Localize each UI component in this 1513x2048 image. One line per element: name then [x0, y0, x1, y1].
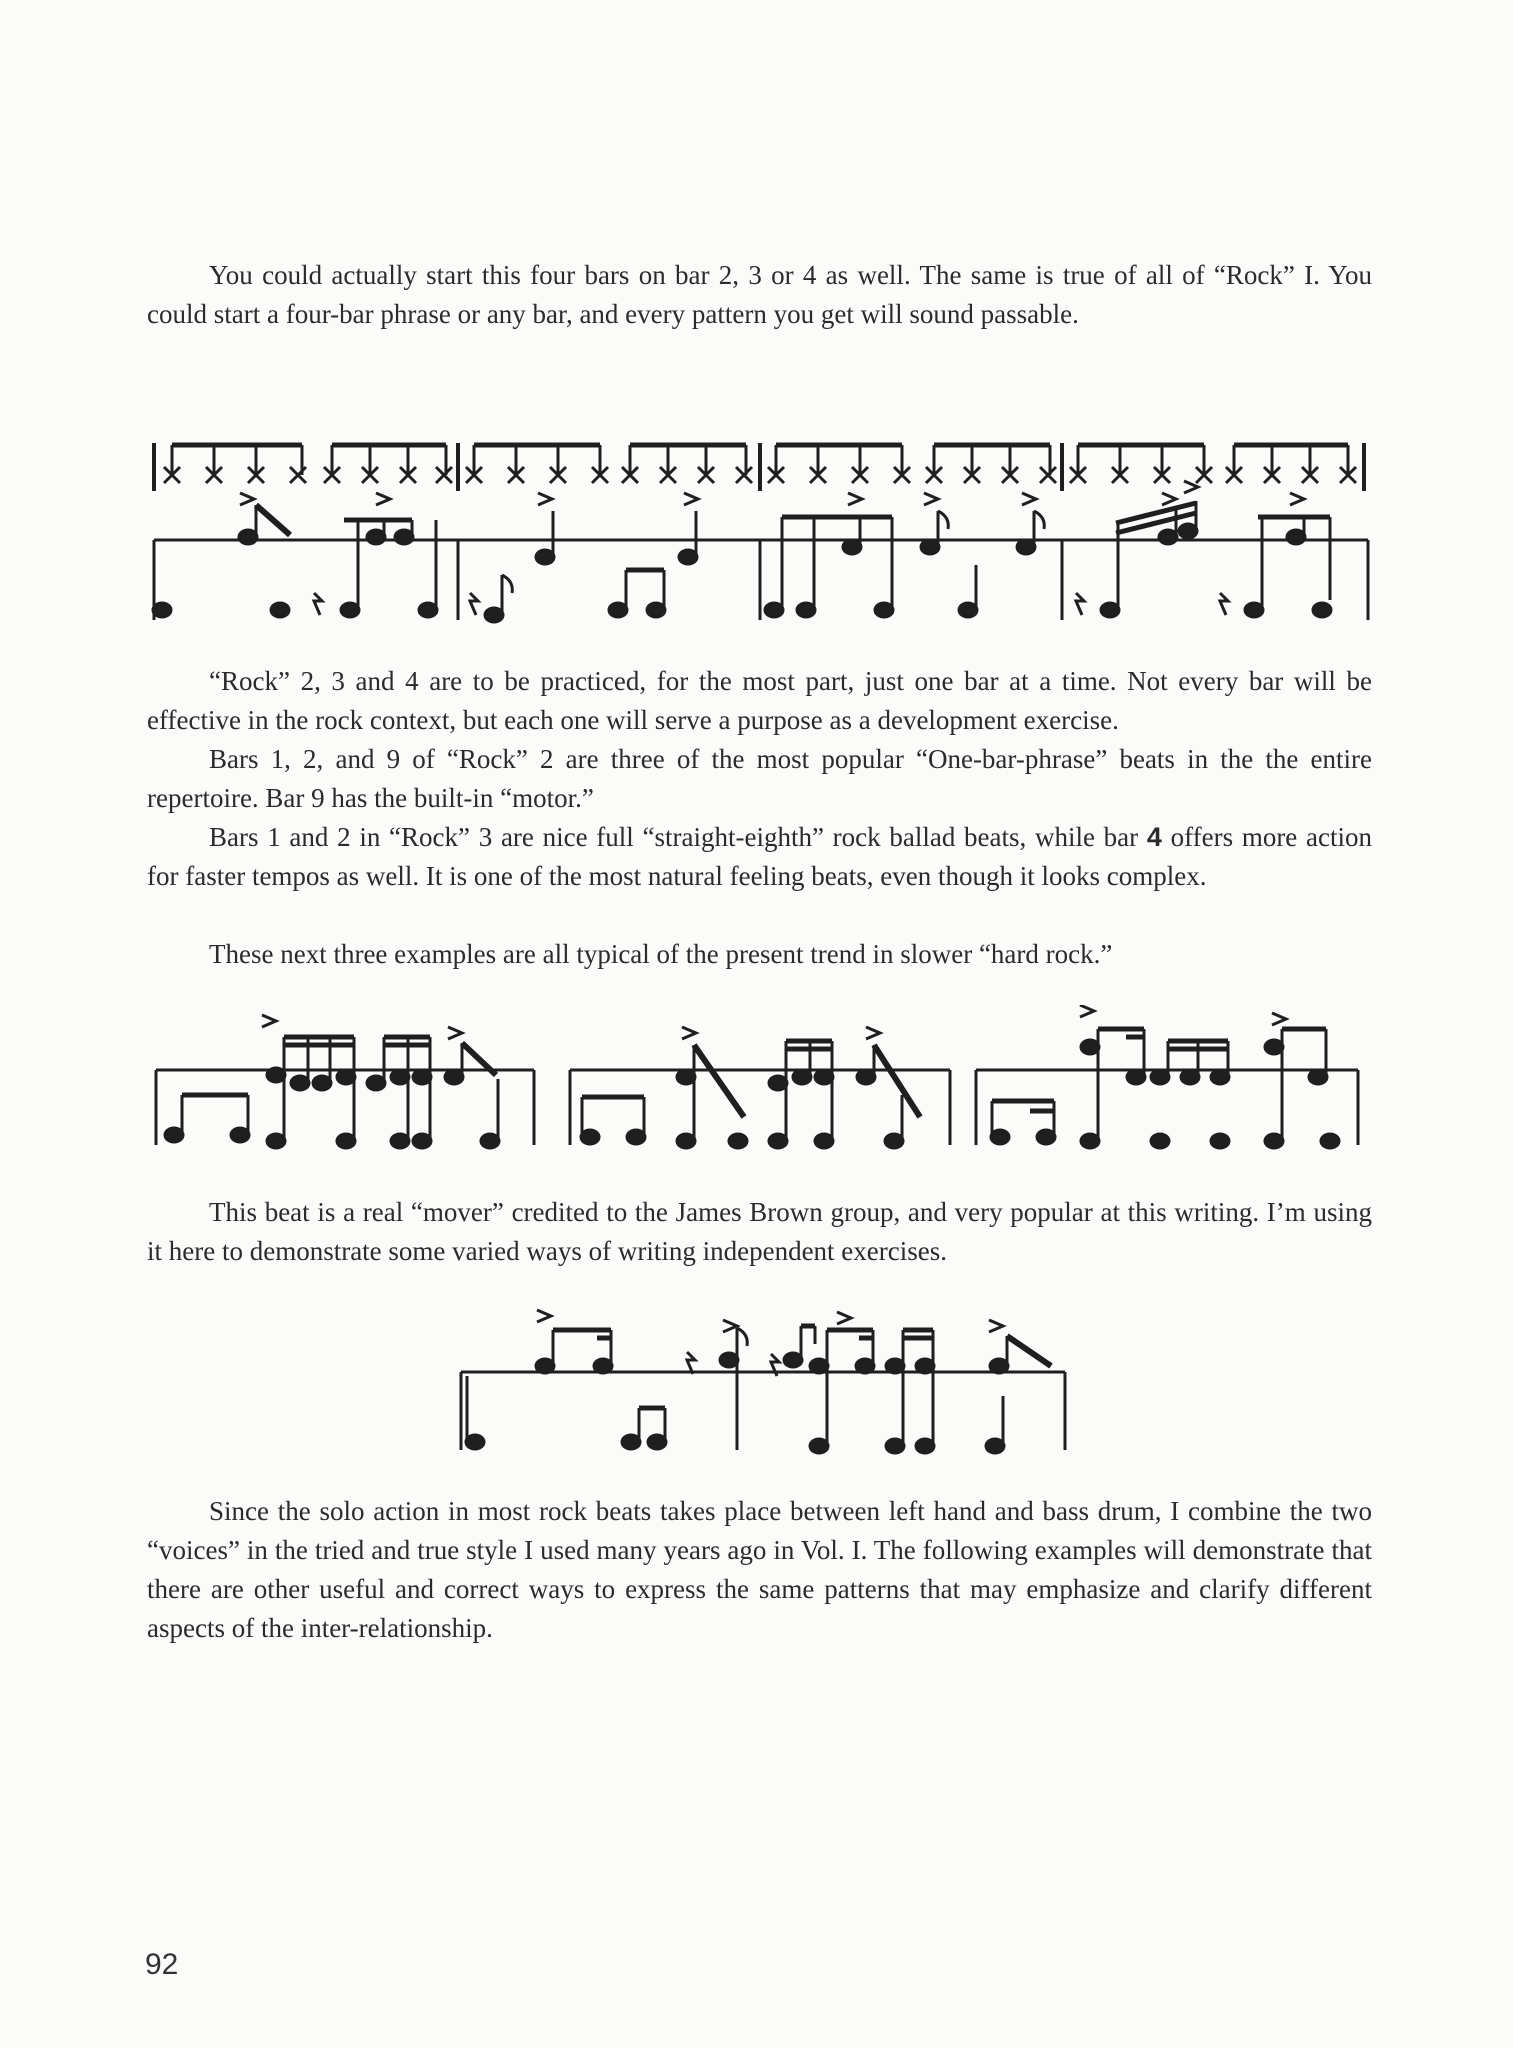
- paragraph-intro: You could actually start this four bars on bar 2, 3 or 4 as well. The same is true of all of “Rock” I. You could start a four-bar phrase or any bar, and every pattern you get will sound passable.: [147, 260, 1372, 329]
- page-number: 92: [145, 1948, 179, 1981]
- music-example-hard-rock: [150, 1005, 1370, 1155]
- paragraph-rock-2-3-4: “Rock” 2, 3 and 4 are to be practiced, for the most part, just one bar at a time. Not every bar will be effective in the rock context, but each one will serve a purpose as a development exercise.: [147, 666, 1372, 735]
- music-example-james-brown: [455, 1300, 1075, 1460]
- paragraph-james-brown: This beat is a real “mover” credited to the James Brown group, and very popular at this writing. I’m using it here to demonstrate some varied ways of writing independent exercises.: [147, 1197, 1372, 1266]
- paragraph-bars-1-2-9: Bars 1, 2, and 9 of “Rock” 2 are three of the most popular “One-bar-phrase” beats in the the entire repertoire. Bar 9 has the built-in “motor.”: [147, 744, 1372, 813]
- music-example-four-bars: [140, 425, 1380, 640]
- paragraph-bars-1-2-part-a: Bars 1 and 2 in “Rock” 3 are nice full “straight-eighth” rock ballad beats, while bar: [209, 822, 1147, 852]
- bold-bar-number: 4: [1146, 822, 1162, 852]
- paragraph-bars-1-2-part-b: offers more action for faster tempos as well. It is one of the most natural feeling beats, even though it looks complex.: [147, 822, 1372, 891]
- paragraph-solo-action: Since the solo action in most rock beats takes place between left hand and bass drum, I combine the two “voices” in the tried and true style I used many years ago in Vol. I. The following examples will demonstrate that there are other useful and correct ways to express the same patterns that may emphasize and clarify different aspects of the inter-relationship.: [147, 1496, 1372, 1643]
- paragraph-next-three: These next three examples are all typical of the present trend in slower “hard rock.”: [209, 939, 1113, 969]
- paragraph-bars-1-2: [147, 818, 1372, 896]
